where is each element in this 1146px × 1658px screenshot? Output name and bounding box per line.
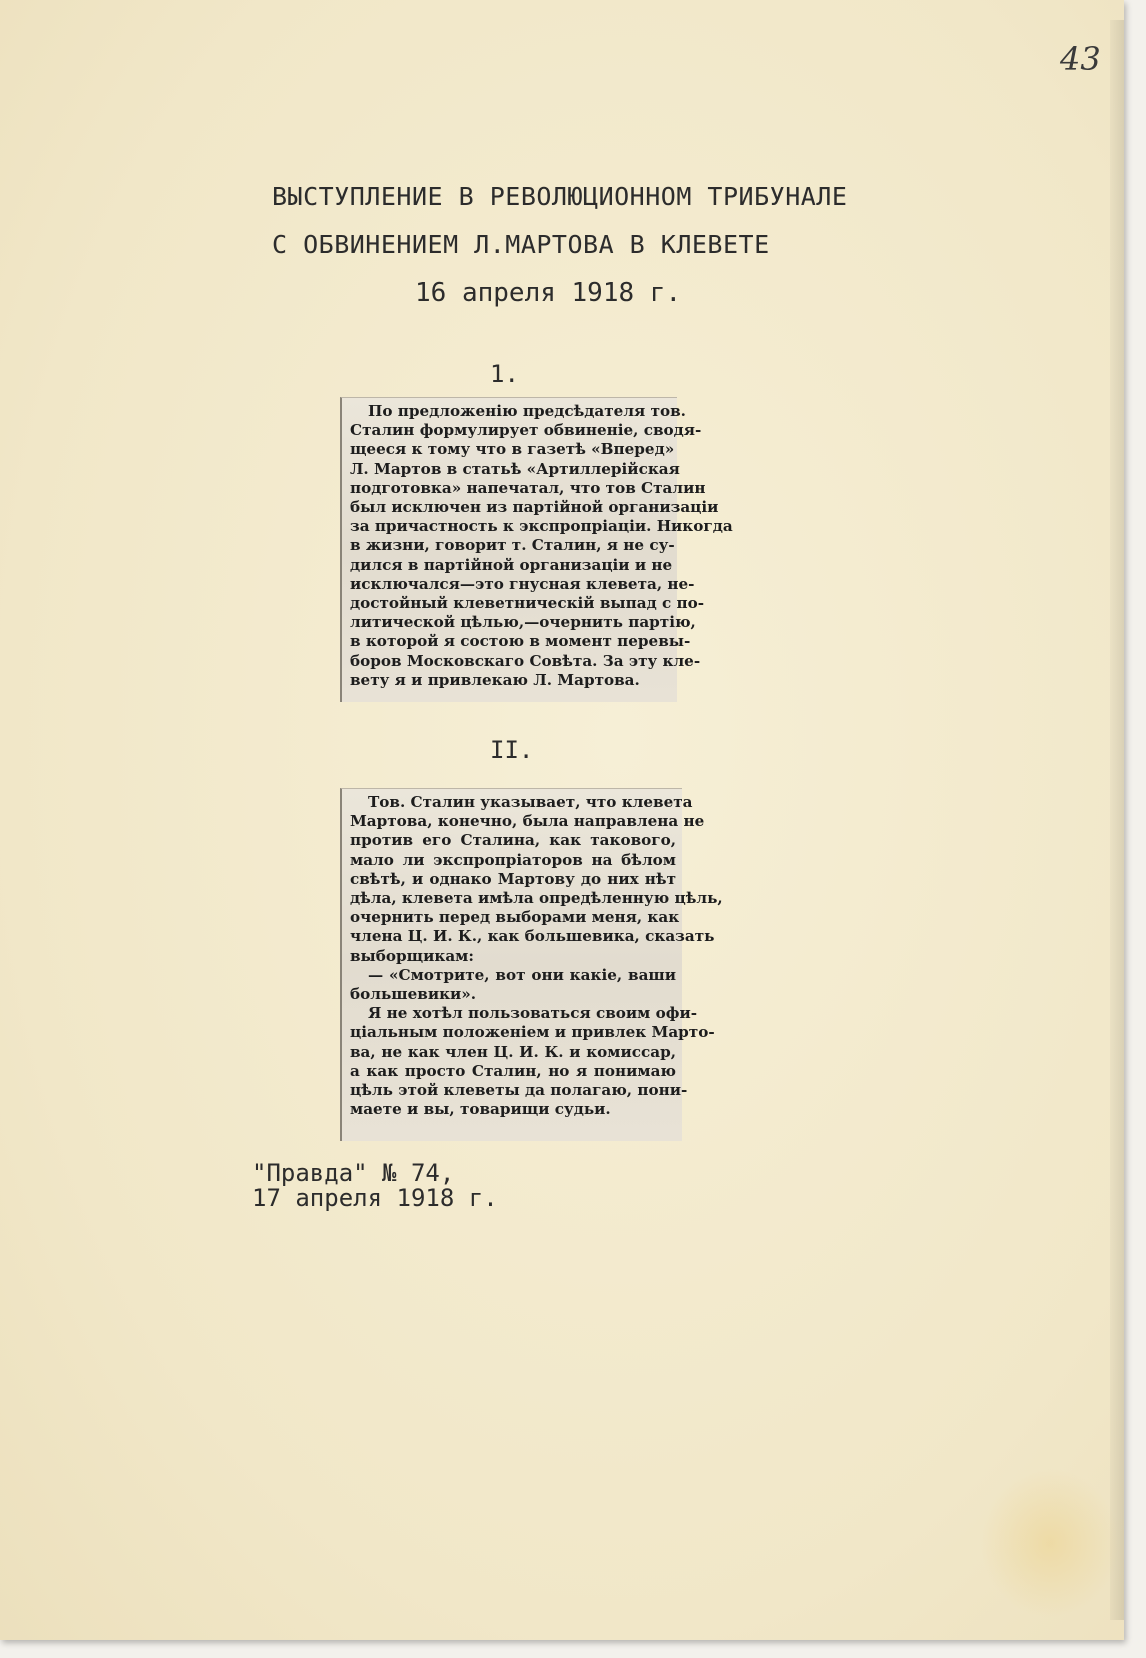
clipping-line: ціальным положеніем и привлек Марто- xyxy=(350,1023,715,1042)
title-line-1: ВЫСТУПЛЕНИЕ В РЕВОЛЮЦИОННОМ ТРИБУНАЛЕ xyxy=(272,182,848,211)
clipping-line: ва, не как член Ц. И. К. и комиссар, xyxy=(350,1042,676,1061)
clipping-line: дился в партійной организаціи и не xyxy=(350,555,673,574)
clipping-line: Л. Мартов в статьѣ «Артиллерійская xyxy=(350,459,680,478)
sheet-edge-shadow xyxy=(1110,20,1124,1620)
clipping-line: щееся к тому что в газетѣ «Вперед» xyxy=(350,440,675,459)
source-citation-line-1: "Правда" № 74, xyxy=(252,1159,455,1187)
clipping-line: свѣтѣ, и однако Мартову до них нѣт xyxy=(350,869,676,888)
clipping-line: литической цѣлью,—очернить партію, xyxy=(350,613,696,632)
clipping-line: был исключен из партійной организаціи xyxy=(350,498,719,517)
paper-stain xyxy=(980,1468,1120,1618)
section-numeral-1: 1. xyxy=(490,360,519,388)
page-number: 43 xyxy=(1060,40,1101,78)
newspaper-clipping-1 xyxy=(340,397,733,702)
clipping-line: Я не хотѣл пользоваться своим офи- xyxy=(368,1004,698,1023)
title-line-2: С ОБВИНЕНИЕМ Л.МАРТОВА В КЛЕВЕТЕ xyxy=(272,230,770,259)
clipping-line: вету я и привлекаю Л. Мартова. xyxy=(350,670,640,689)
clipping-line: в которой я состою в момент перевы- xyxy=(350,632,691,651)
clipping-line: боров Московскаго Совѣта. За эту кле- xyxy=(350,651,701,670)
clipping-line: члена Ц. И. К., как большевика, сказать xyxy=(350,927,715,946)
clipping-line: мало ли экспропріаторов на бѣлом xyxy=(350,850,676,869)
clipping-line: цѣль этой клеветы да полагаю, пони- xyxy=(350,1081,688,1100)
clipping-line: достойный клеветническій выпад с по- xyxy=(350,594,705,613)
clipping-line: Тов. Сталин указывает, что клевета xyxy=(368,793,693,811)
clipping-line: в жизни, говорит т. Сталин, я не су- xyxy=(350,536,675,555)
clipping-line: за причастность к экспропріаціи. Никогда xyxy=(350,517,733,536)
clipping-line: исключался—это гнусная клевета, не- xyxy=(350,574,695,593)
clipping-line: подготовка» напечатал, что тов Сталин xyxy=(350,478,706,497)
clipping-line: Сталин формулирует обвиненіе, сводя- xyxy=(350,421,702,440)
clipping-line: выборщикам: xyxy=(350,946,474,965)
section-numeral-2: II. xyxy=(490,736,534,764)
clipping-line: очернить перед выборами меня, как xyxy=(350,908,680,927)
clipping-line: Мартова, конечно, была направлена не xyxy=(350,812,705,831)
clipping-line: дѣла, клевета имѣла опредѣленную цѣль, xyxy=(350,889,723,908)
clipping-line: а как просто Сталин, но я понимаю xyxy=(350,1061,676,1080)
source-citation-line-2: 17 апреля 1918 г. xyxy=(252,1184,498,1212)
document-date: 16 апреля 1918 г. xyxy=(415,278,682,308)
clipping-line: против его Сталина, как такового, xyxy=(350,831,676,850)
newspaper-clipping-2 xyxy=(340,788,723,1141)
clipping-line: маете и вы, товарищи судьи. xyxy=(350,1100,611,1119)
clipping-line: — «Смотрите, вот они какіе, ваши xyxy=(368,965,676,984)
clipping-line: По предложенію предсѣдателя тов. xyxy=(368,402,686,420)
clipping-line: большевики». xyxy=(350,985,477,1004)
